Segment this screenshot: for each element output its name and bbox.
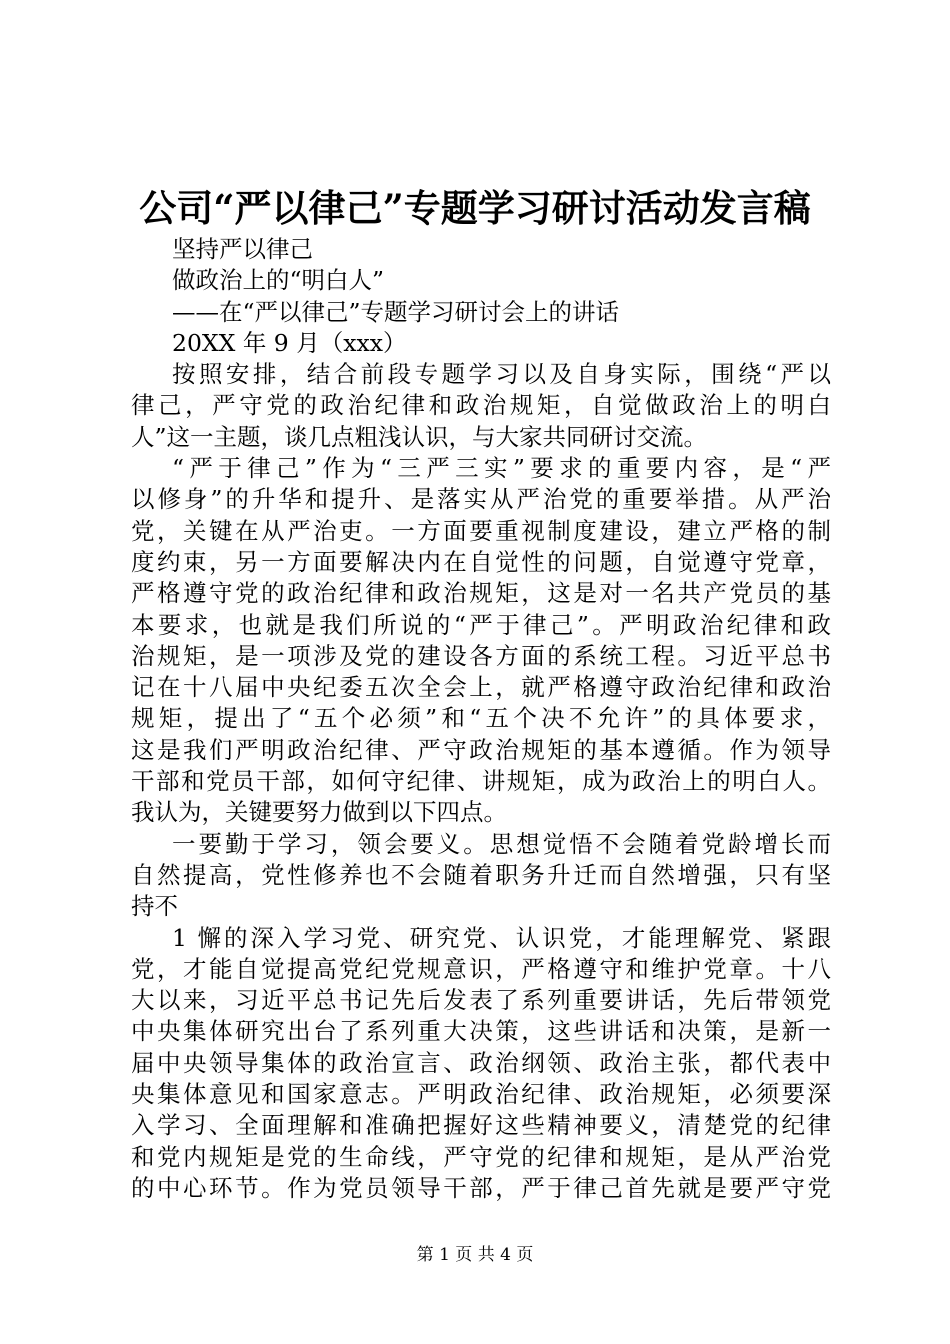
paragraph-line: 度约束，另一方面要解决内在自觉性的问题，自觉遵守党章， — [131, 547, 831, 576]
paragraph-line: 人”这一主题，谈几点粗浅认识，与大家共同研讨交流。 — [131, 422, 708, 451]
paragraph-line: “严于律己”作为“三严三实”要求的重要内容，是“严 — [172, 454, 831, 483]
paragraph-line: 持不 — [131, 892, 178, 921]
paragraph-line: 自然提高，党性修养也不会随着职务升迁而自然增强，只有坚 — [131, 860, 831, 889]
paragraph-line: 一要勤于学习，领会要义。思想觉悟不会随着党龄增长而 — [172, 829, 831, 858]
page-footer: 第 1 页 共 4 页 — [416, 1245, 534, 1265]
paragraph-line: 规矩，提出了“五个必须”和“五个决不允许”的具体要求， — [131, 704, 831, 733]
paragraph-line: 1 懈的深入学习党、研究党、认识党，才能理解党、紧跟 — [172, 923, 831, 952]
header-line: ——在“严以律己”专题学习研讨会上的讲话 — [172, 297, 620, 326]
document-body — [131, 234, 831, 1204]
paragraph-line: 届中央领导集体的政治宣言、政治纲领、政治主张，都代表中 — [131, 1048, 831, 1077]
paragraph-line: 记在十八届中央纪委五次全会上，就严格遵守政治纪律和政治 — [131, 673, 831, 702]
paragraph-line: 治规矩，是一项涉及党的建设各方面的系统工程。习近平总书 — [131, 641, 831, 670]
paragraph-line: 党，关键在从严治吏。一方面要重视制度建设，建立严格的制 — [131, 516, 831, 545]
paragraph-line: 党，才能自觉提高党纪党规意识，严格遵守和维护党章。十八 — [131, 954, 831, 983]
document-title: 公司“严以律己”专题学习研讨活动发言稿 — [139, 186, 811, 230]
paragraph-line: 中央集体研究出台了系列重大决策，这些讲话和决策，是新一 — [131, 1017, 831, 1046]
paragraph-line: 干部和党员干部，如何守纪律、讲规矩，成为政治上的明白人。 — [131, 767, 831, 796]
paragraph-line: 以修身”的升华和提升、是落实从严治党的重要举措。从严治 — [131, 485, 831, 514]
paragraph-line: 这是我们严明政治纪律、严守政治规矩的基本遵循。作为领导 — [131, 735, 831, 764]
paragraph-line: 律己，严守党的政治纪律和政治规矩，自觉做政治上的明白 — [131, 391, 831, 420]
paragraph-line: 大以来，习近平总书记先后发表了系列重要讲话，先后带领党 — [131, 986, 831, 1015]
header-line: 坚持严以律己 — [172, 235, 313, 263]
paragraph-line: 按照安排，结合前段专题学习以及自身实际，围绕“严以 — [172, 360, 831, 389]
header-line: 20XX 年 9 月（xxx） — [172, 328, 407, 357]
paragraph-line: 本要求，也就是我们所说的“严于律己”。严明政治纪律和政 — [131, 610, 831, 639]
paragraph-line: 的中心环节。作为党员领导干部，严于律己首先就是要严守党 — [131, 1173, 831, 1202]
paragraph-line: 我认为，关键要努力做到以下四点。 — [131, 798, 507, 827]
paragraph-line: 入学习、全面理解和准确把握好这些精神要义，清楚党的纪律 — [131, 1111, 831, 1140]
paragraph-line: 严格遵守党的政治纪律和政治规矩，这是对一名共产党员的基 — [131, 579, 831, 608]
paragraph-line: 央集体意见和国家意志。严明政治纪律、政治规矩，必须要深 — [131, 1080, 831, 1109]
paragraph-line: 和党内规矩是党的生命线，严守党的纪律和规矩，是从严治党 — [131, 1142, 831, 1171]
header-line: 做政治上的“明白人” — [172, 266, 385, 295]
